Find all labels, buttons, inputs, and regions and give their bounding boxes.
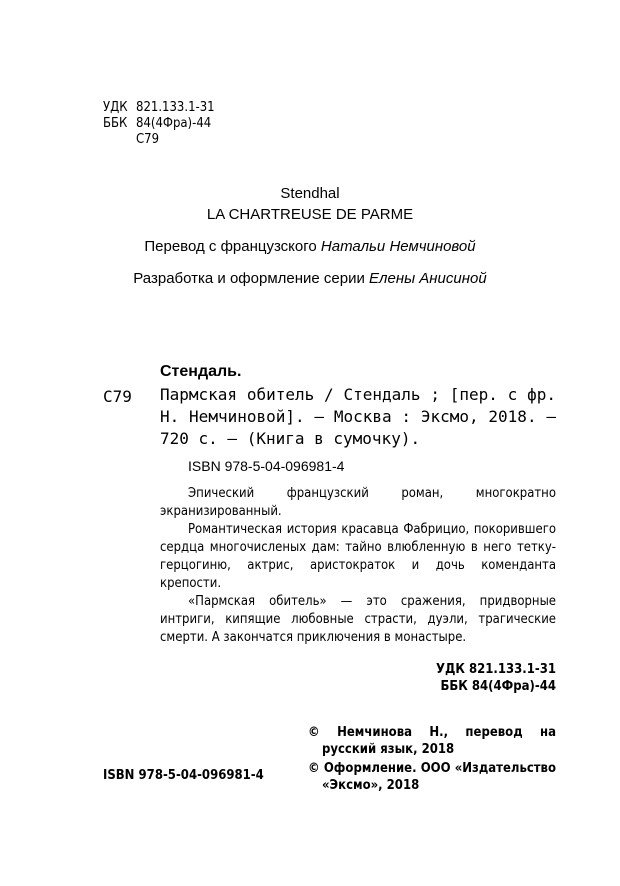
designer-name: Елены Анисиной: [369, 270, 487, 287]
entry-author-heading: Стендаль.: [160, 363, 242, 380]
udk-label: УДК: [103, 100, 128, 115]
translation-prefix: Перевод с французского: [144, 238, 321, 255]
classification-codes-right: [436, 661, 556, 695]
annotation-paragraph: Романтическая история красавца Фабрицио, покорившего сердца многочисленых дам: тайно влюбленную в него тетку-герцогиню, актрис, аристократок и дочь коменданта крепости.: [160, 522, 556, 591]
design-prefix: Разработка и оформление серии: [133, 270, 370, 287]
annotation-paragraph: «Пармская обитель» — это сражения, придворные интриги, кипящие любовные страсти, дуэли, трагические смерти. А закончатся приключения в монастыре.: [160, 594, 556, 645]
udk-value: 821.133.1-31: [136, 100, 215, 115]
translation-credit: [0, 238, 620, 255]
classification-codes-top: [103, 100, 215, 148]
copyright-notices: [308, 724, 556, 796]
bbk-code: ББК 84(4Фра)-44: [440, 679, 556, 694]
isbn-bottom: ISBN 978-5-04-096981-4: [103, 768, 264, 783]
design-credit: [0, 270, 620, 287]
bibliographic-description: Пармская обитель / Стендаль ; [пер. с фр. Н. Немчиновой]. — Москва : Эксмо, 2018. — 720 с. — (Книга в сумочку).: [160, 385, 556, 448]
udk-code: УДК 821.133.1-31: [435, 662, 556, 677]
annotation-paragraph: Эпический французский роман, многократно экранизированный.: [160, 486, 556, 519]
original-title: LA CHARTREUSE DE PARME: [206, 206, 414, 223]
original-author: Stendhal: [280, 185, 340, 202]
copyright-translation: © Немчинова Н., перевод на русский язык, 2018: [308, 725, 556, 757]
translator-name: Натальи Немчиновой: [320, 238, 476, 255]
entry-code: С79: [103, 387, 132, 406]
entry-isbn: ISBN 978-5-04-096981-4: [188, 458, 345, 474]
annotation: [160, 485, 556, 647]
bbk-label: ББК: [103, 116, 128, 131]
copyright-design: © Оформление. ООО «Издательство «Эксмо», 2018: [308, 761, 556, 793]
author-mark: С79: [136, 132, 160, 147]
bbk-value: 84(4Фра)-44: [136, 116, 212, 131]
